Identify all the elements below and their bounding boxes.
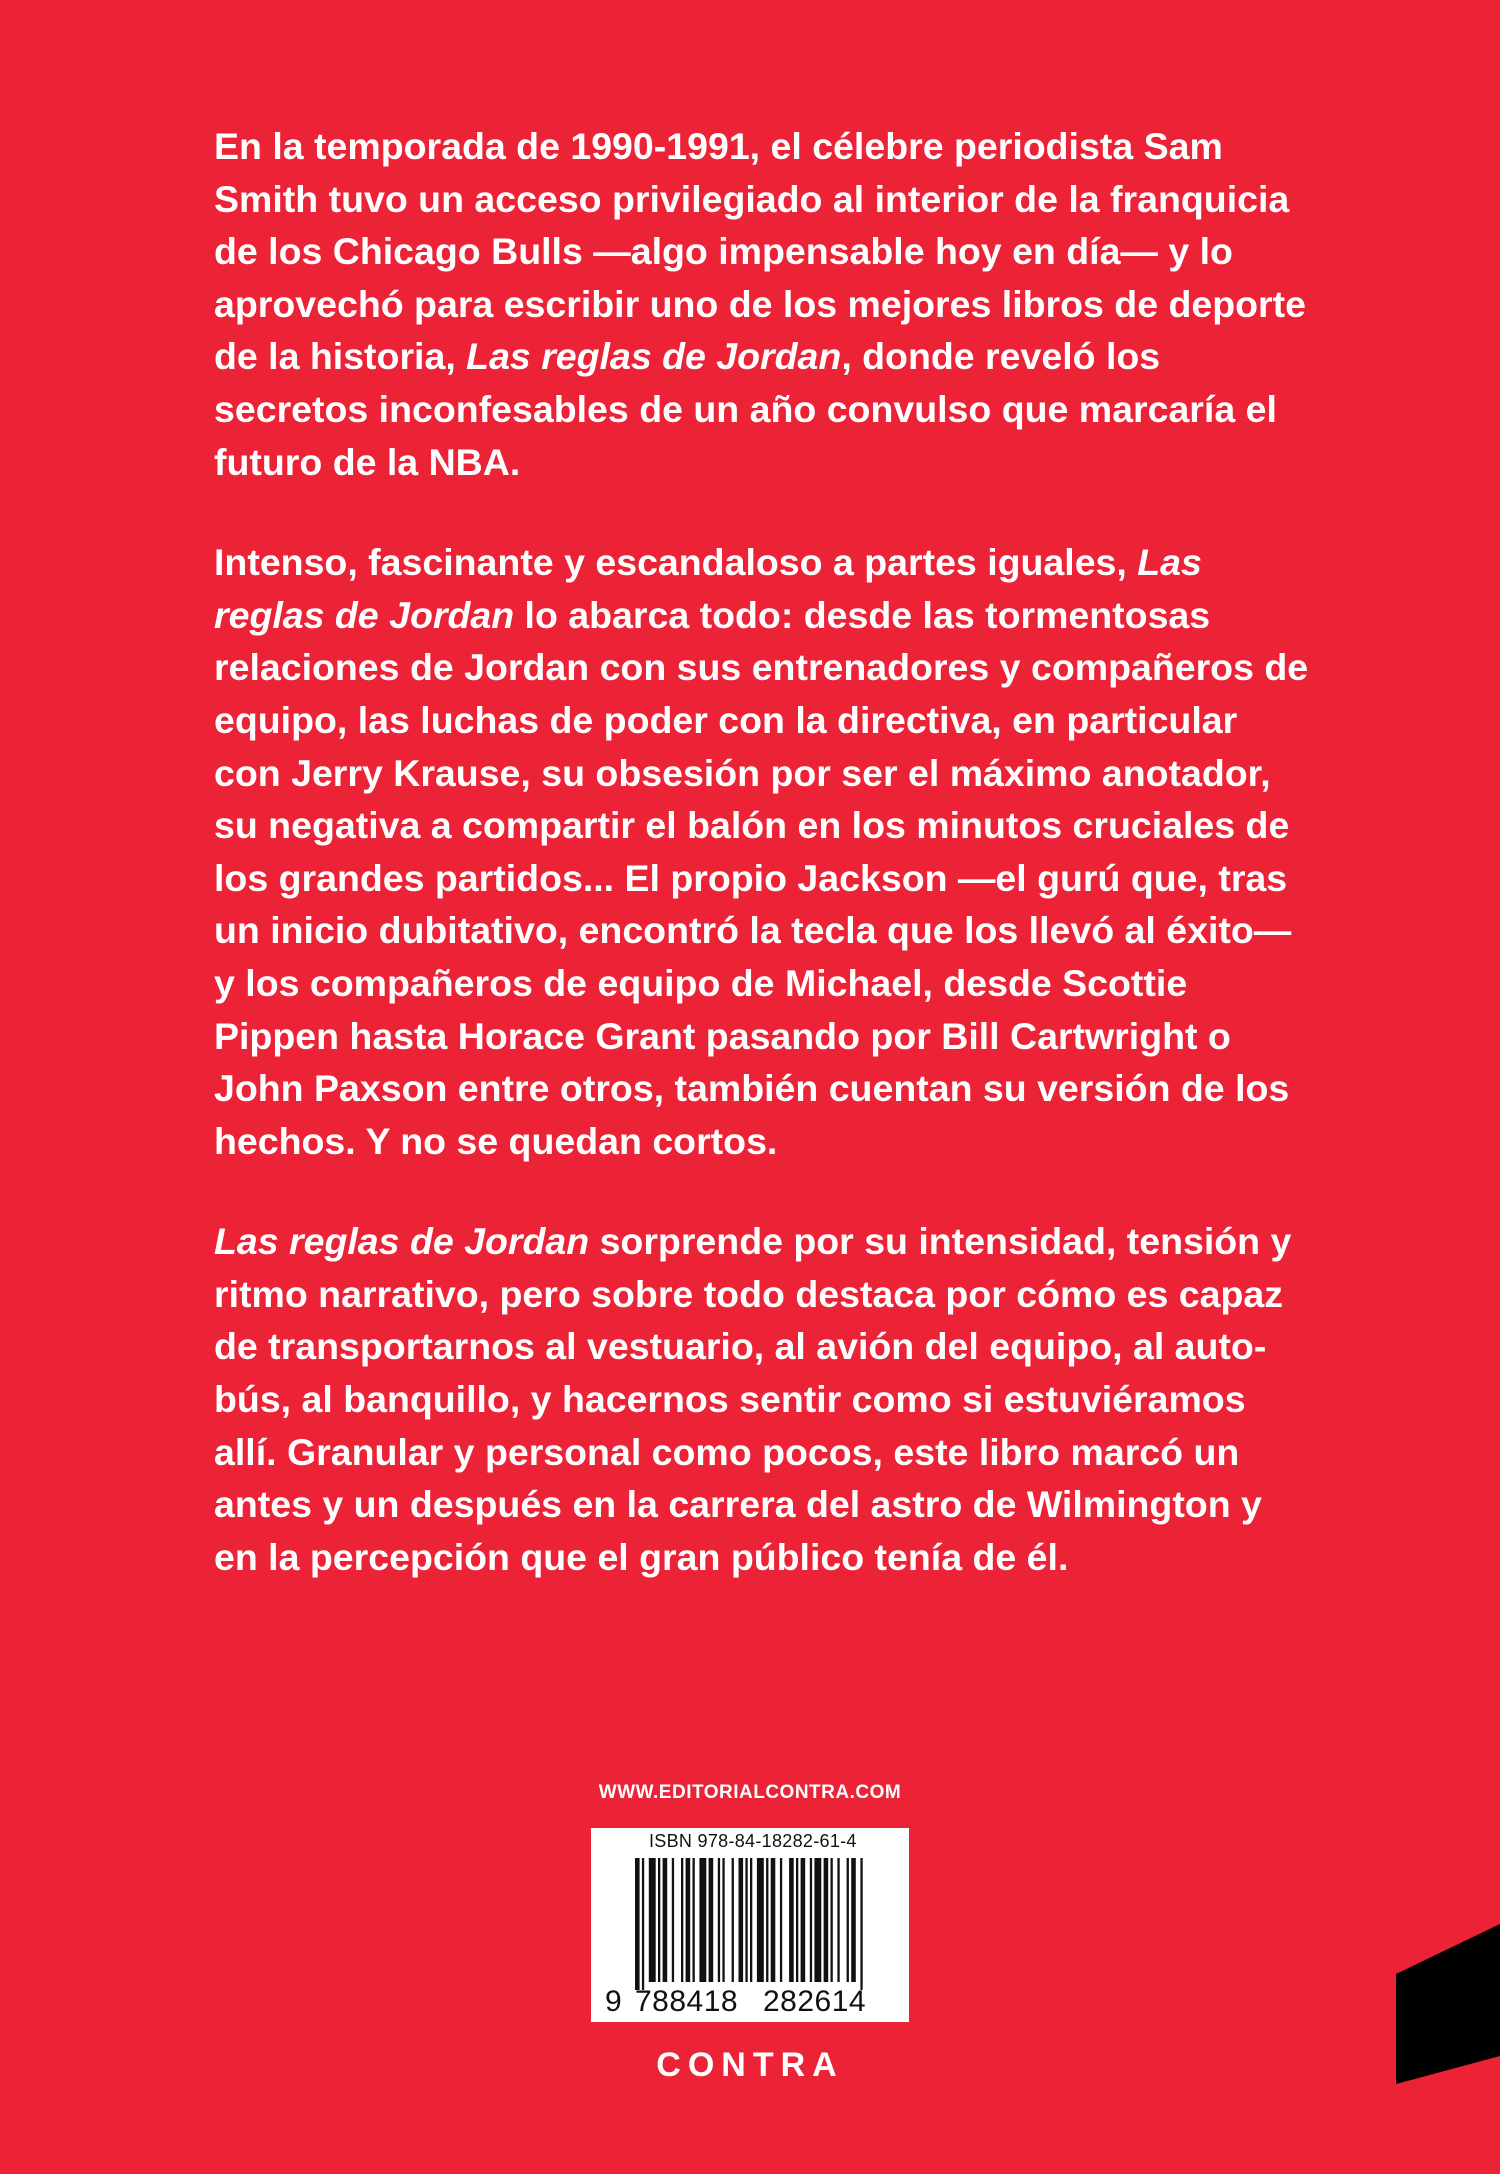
barcode-bar xyxy=(750,1858,752,1982)
barcode-bar xyxy=(649,1858,656,1982)
barcode-bar xyxy=(814,1858,821,1982)
barcode-bar xyxy=(789,1858,794,1982)
barcode-bar xyxy=(796,1858,798,1982)
barcode-bar xyxy=(766,1858,768,1982)
barcode-bar xyxy=(851,1858,856,1982)
blurb-text: lo abarca todo: desde las tormentosas relaciones de Jordan con sus entrenadores y compañeros de equipo, las luchas de poder con la directiva, en particular con Jerry Krause, su obsesión por ser el máximo anotador, su negativa a compartir el balón en los minutos cruciales de los grandes partidos... El propio Jackson —el gurú que, tras un inicio dubitativo, encontró la tecla que los llevó al éxito— y los compañeros de equipo de Michael, desde Scottie Pippen hasta Horace Grant pasando por Bill Cartwright o John Paxson entre otros, también cuentan su versión de los hechos. Y no se quedan cortos. xyxy=(214,593,1309,1162)
barcode-bar xyxy=(780,1858,782,1982)
barcode-bar xyxy=(642,1858,644,1990)
blurb-paragraph-1 xyxy=(214,120,1314,488)
barcode-bar xyxy=(810,1858,812,1982)
blurb-text: En la temporada de 1990-1991, el célebre periodista Sam Smith tuvo un acceso privilegiado al interior de la franquicia de los Chicago Bulls —algo impensable hoy en día— y lo aprovechó para escribir uno de los mejores libros de deporte de la historia, xyxy=(214,125,1306,378)
publisher-website: WWW.EDITORIALCONTRA.COM xyxy=(598,1782,902,1803)
barcode-bar xyxy=(847,1858,849,1982)
barcode-bar xyxy=(801,1858,806,1982)
barcode-bar xyxy=(672,1858,674,1982)
blurb-text: Intenso, fascinante y escandaloso a partes iguales, xyxy=(214,541,1138,584)
barcode-bar xyxy=(658,1858,660,1982)
book-title-italic: Las reglas de Jordan xyxy=(214,1220,590,1263)
barcode-bar xyxy=(635,1858,640,1990)
book-title-italic: Las reglas de Jordan xyxy=(466,335,842,378)
barcode-bar xyxy=(722,1858,724,1982)
barcode-bar xyxy=(860,1858,862,1990)
barcode-bar xyxy=(771,1858,776,1982)
back-cover-blurb xyxy=(214,120,1314,1631)
publisher-logo: CONTRA xyxy=(656,2046,844,2084)
cover-flap-shape xyxy=(1396,1924,1500,2084)
barcode-bar xyxy=(663,1858,668,1982)
barcode-digits-left: 788418 xyxy=(635,1985,739,2018)
flap-polygon xyxy=(1396,1924,1500,2084)
barcode-bar xyxy=(739,1858,744,1982)
blurb-text: , donde reveló los secretos inconfesables de un año convulso que marcaría el futuro de la NBA. xyxy=(214,335,1277,483)
barcode-bar xyxy=(831,1858,833,1982)
barcode-bar xyxy=(693,1858,695,1982)
barcode-bar xyxy=(732,1858,734,1982)
barcode-bar xyxy=(699,1858,706,1982)
blurb-paragraph-2 xyxy=(214,536,1314,1167)
barcode-bars xyxy=(635,1858,863,1990)
barcode-bar xyxy=(686,1858,691,1982)
barcode-bar xyxy=(757,1858,764,1982)
book-title-italic: Las reglas de Jordan xyxy=(214,541,1202,636)
barcode-digits xyxy=(605,1985,905,2019)
barcode-bar xyxy=(837,1858,839,1982)
barcode-digit-first: 9 xyxy=(605,1985,622,2018)
isbn-label: ISBN 978-84-18282-61-4 xyxy=(649,1831,857,1851)
barcode-bar xyxy=(681,1858,683,1982)
barcode-bar xyxy=(824,1858,829,1982)
barcode-bar xyxy=(745,1858,747,1982)
barcode-digits-right: 282614 xyxy=(763,1985,867,2018)
isbn-barcode xyxy=(591,1828,909,2022)
blurb-paragraph-3 xyxy=(214,1215,1314,1583)
barcode-bar xyxy=(709,1858,714,1982)
blurb-text: sorprende por su intensidad, tensión y ritmo narrativo, pero sobre todo destaca por cómo es capaz de transportarnos al vestuario, al avión del equipo, al autobús, al banquillo, y hacernos sentir como si estuviéramos allí. Granular y personal como pocos, este libro marcó un antes y un después en la carrera del astro de Wilmington y en la percepción que el gran público tenía de él. xyxy=(214,1220,1292,1578)
barcode-bar xyxy=(718,1858,720,1982)
